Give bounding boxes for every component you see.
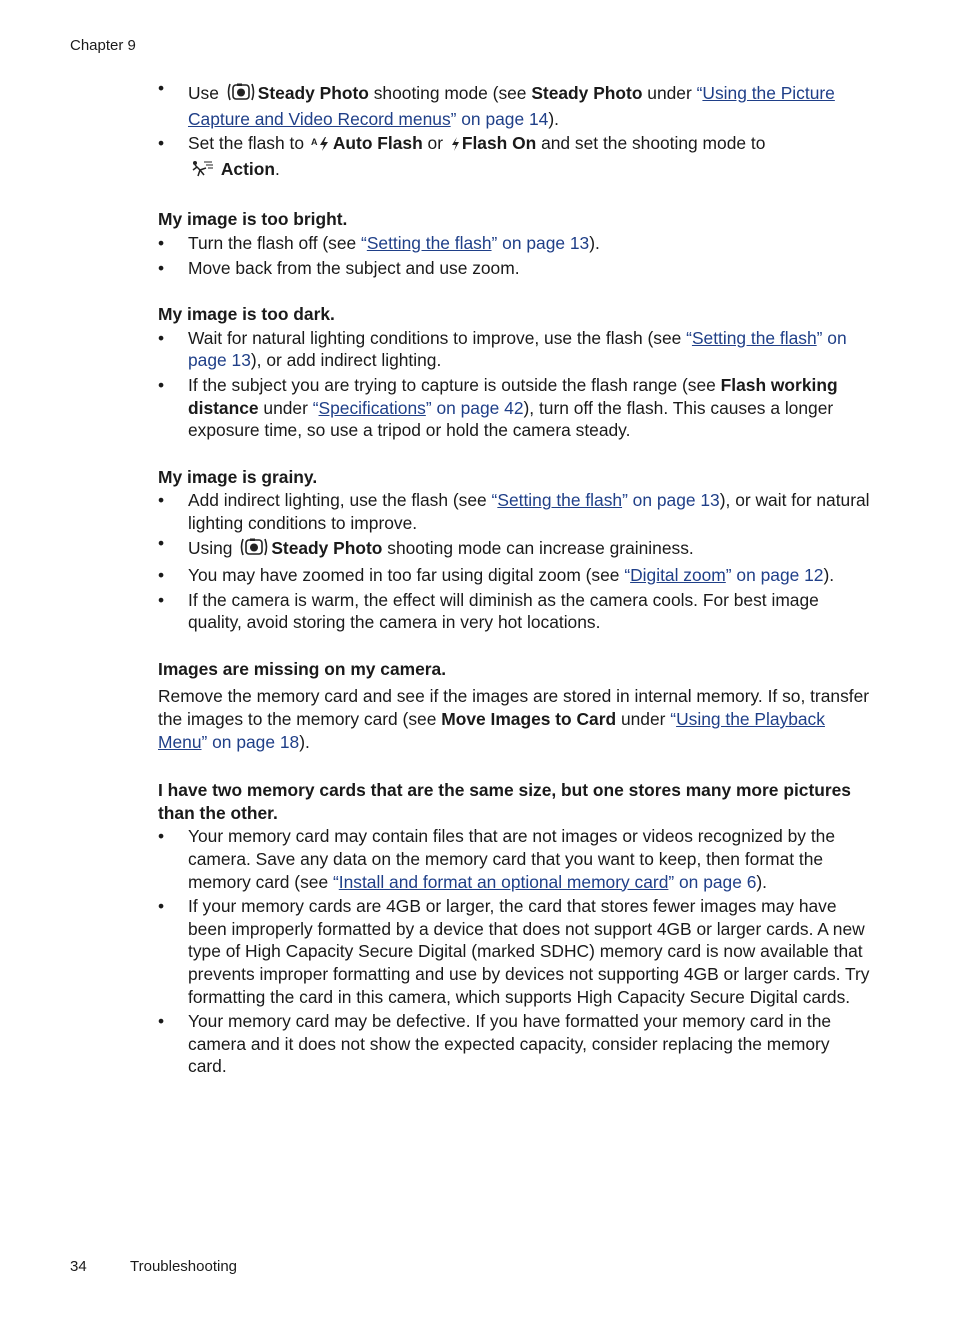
link-setting-the-flash[interactable]: “Setting the flash” on page 13 bbox=[188, 327, 847, 371]
list-item: • Set the flash to A Auto Flash or Flash On and set the shooting mode to Action. bbox=[158, 132, 870, 183]
list-item: • You may have zoomed in too far using digital zoom (see “Digital zoom” on page 12). bbox=[158, 564, 870, 587]
chapter-header: Chapter 9 bbox=[70, 37, 136, 54]
heading-too-dark: My image is too dark. bbox=[158, 304, 335, 325]
list-item: • Use Steady Photo shooting mode (see Steady Photo under “Using the Picture Capture and Video Record menus” on page 14). bbox=[158, 82, 870, 130]
auto-flash-icon bbox=[311, 135, 331, 158]
steady-photo-icon bbox=[239, 537, 269, 563]
list-item: • If the subject you are trying to capture is outside the flash range (see Flash working distance under “Specifications” on page 42), turn off the flash. This causes a longer exposure time, so use a tripod or hold the camera steady. bbox=[158, 374, 870, 442]
cards-bullet-list bbox=[158, 825, 870, 1078]
footer-section-title: Troubleshooting bbox=[130, 1258, 238, 1275]
list-item: • Move back from the subject and use zoom. bbox=[158, 257, 870, 280]
page-content bbox=[158, 82, 870, 1080]
page-footer bbox=[70, 1258, 237, 1275]
flash-on-icon bbox=[450, 135, 460, 158]
svg-text:A: A bbox=[310, 137, 318, 148]
link-specifications[interactable]: “Specifications” on page 42 bbox=[312, 397, 524, 418]
list-item: • Your memory card may contain files that are not images or videos recognized by the camera. Save any data on the memory card that you want to keep, then format the memory card (see “Install and format an optional memory card” on page 6). bbox=[158, 825, 870, 893]
list-item: • Your memory card may be defective. If you have formatted your memory card in the camera and it does not show the expected capacity, consider replacing the memory card. bbox=[158, 1010, 870, 1078]
grainy-bullet-list bbox=[158, 489, 870, 634]
list-item: • If the camera is warm, the effect will diminish as the camera cools. For best image quality, avoid storing the camera in very hot locations. bbox=[158, 589, 870, 634]
link-setting-the-flash[interactable]: “Setting the flash” on page 13 bbox=[361, 232, 590, 253]
list-item: • If your memory cards are 4GB or larger, the card that stores fewer images may have been improperly formatted by a device that does not support 4GB or larger cards. A new type of High Capacity Secure Digital (marked SDHC) memory card is now available that prevents improper formatting and use by devices not supporting 4GB or larger cards. Try formatting the card in this camera, which supports High Capacity Secure Digital cards. bbox=[158, 895, 870, 1008]
link-using-picture-capture-menus[interactable]: “Using the Picture Capture and Video Record menus” on page 14 bbox=[188, 83, 835, 129]
paragraph-images-missing: Remove the memory card and see if the images are stored in internal memory. If so, transfer the images to the memory card (see Move Images to Card under “Using the Playback Menu” on page 18). bbox=[158, 686, 870, 752]
link-digital-zoom[interactable]: “Digital zoom” on page 12 bbox=[624, 565, 824, 586]
heading-too-bright: My image is too bright. bbox=[158, 209, 348, 230]
steady-photo-icon bbox=[226, 82, 256, 108]
link-install-format-memory-card[interactable]: “Install and format an optional memory card” on page 6 bbox=[332, 871, 757, 892]
bright-bullet-list bbox=[158, 232, 870, 279]
heading-memory-cards: I have two memory cards that are the same size, but one stores many more pictures than the other. bbox=[158, 780, 851, 823]
page-number: 34 bbox=[70, 1258, 87, 1275]
dark-bullet-list bbox=[158, 327, 870, 442]
list-item: • Add indirect lighting, use the flash (see “Setting the flash” on page 13), or wait for natural lighting conditions to improve. bbox=[158, 489, 870, 534]
list-item: • Using Steady Photo shooting mode can increase graininess. bbox=[158, 537, 870, 563]
list-item: • Wait for natural lighting conditions to improve, use the flash (see “Setting the flash” on page 13), or add indirect lighting. bbox=[158, 327, 870, 372]
heading-grainy: My image is grainy. bbox=[158, 466, 318, 487]
heading-images-missing: Images are missing on my camera. bbox=[158, 658, 447, 679]
list-item: • Turn the flash off (see “Setting the flash” on page 13). bbox=[158, 232, 870, 255]
action-mode-icon bbox=[190, 160, 214, 184]
intro-bullet-list bbox=[158, 82, 870, 183]
link-using-playback-menu[interactable]: “Using the Playback Menu” on page 18 bbox=[158, 709, 825, 752]
link-setting-the-flash[interactable]: “Setting the flash” on page 13 bbox=[491, 490, 720, 511]
